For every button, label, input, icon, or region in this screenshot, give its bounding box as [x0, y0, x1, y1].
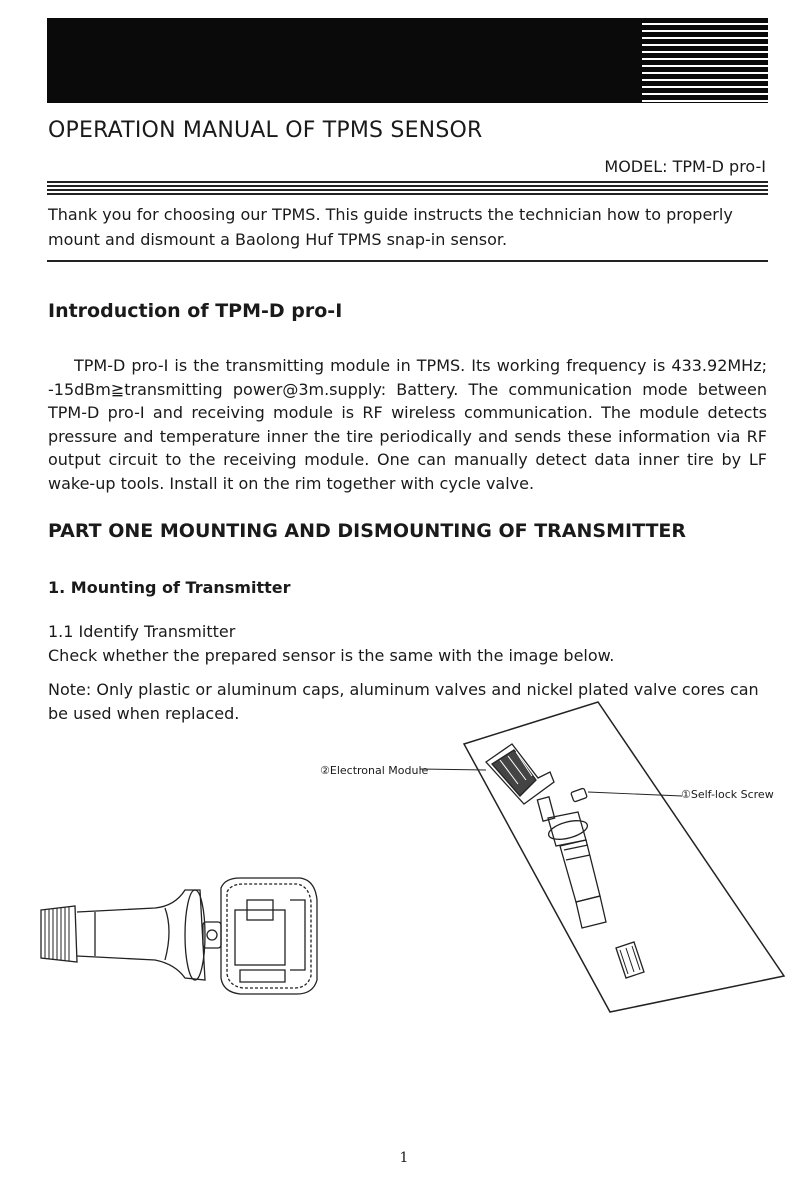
header-banner: [47, 18, 768, 103]
callout-label: Self-lock Screw: [690, 788, 774, 801]
assembled-sensor-drawing: [35, 870, 325, 1000]
intro-text: Thank you for choosing our TPMS. This guide instructs the technician how to properly mount and dismount a Baolong Huf TPMS snap-in sensor.: [48, 205, 733, 249]
section-heading-introduction: Introduction of TPM-D pro-I: [48, 300, 343, 322]
callout-label: Electronal Module: [329, 764, 429, 777]
section-heading-part-one: PART ONE MOUNTING AND DISMOUNTING OF TRANSMITTER: [48, 520, 687, 542]
callout-number: ①: [681, 788, 691, 801]
step-text: Check whether the prepared sensor is the same with the image below.: [48, 646, 615, 665]
callout-number: ②: [320, 764, 330, 777]
banner-stripes: [640, 18, 768, 103]
subheading-mounting: 1. Mounting of Transmitter: [48, 578, 291, 597]
callout-electronal-module: [320, 764, 428, 777]
double-rule: [47, 181, 768, 195]
replacement-note: Note: Only plastic or aluminum caps, aluminum valves and nickel plated valve cores can be used when replaced.: [48, 680, 759, 723]
model-label: MODEL: TPM-D pro-I: [604, 157, 766, 176]
document-title: OPERATION MANUAL OF TPMS SENSOR: [48, 118, 483, 143]
divider: [47, 260, 768, 262]
callout-self-lock-screw: [681, 788, 774, 801]
page-number: 1: [399, 1150, 409, 1166]
step-1-1: [48, 620, 614, 668]
step-title: 1.1 Identify Transmitter: [48, 622, 236, 641]
introduction-paragraph: TPM-D pro-I is the transmitting module in TPMS. Its working frequency is 433.92MHz; -15dBm≧transmitting power@3m.supply: Battery. The communication mode between TPM-D pro-I and receiving module is RF wireless communication. The module detects pressure and temperature inner the tire periodically and sends these information via RF output circuit to the receiving module. One can manually detect data inner tire by LF wake-up tools. Install it on the rim together with cycle valve.: [48, 356, 767, 493]
exploded-view-drawing: [420, 700, 800, 1020]
